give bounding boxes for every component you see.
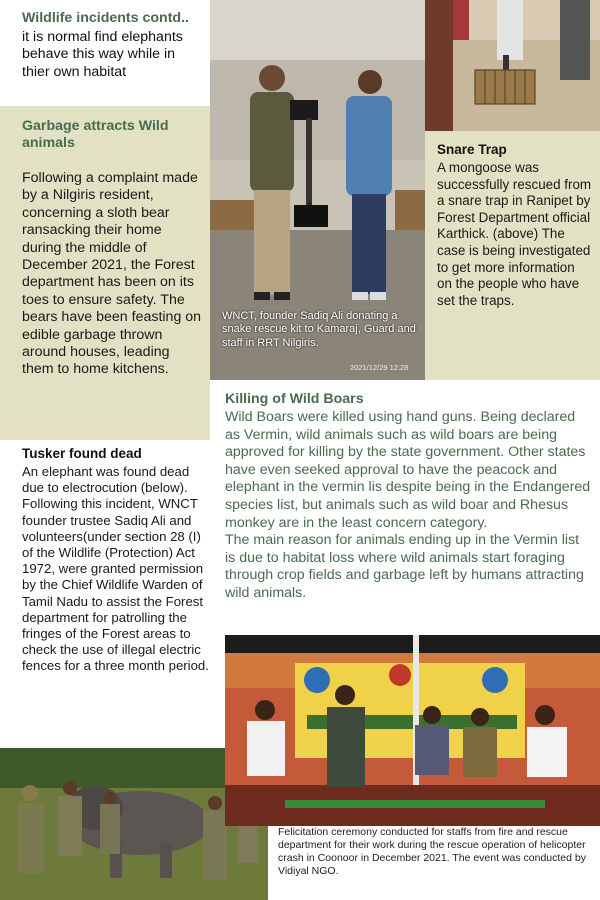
felicitation-photo [225, 635, 600, 826]
garbage-text: Following a complaint made by a Nilgiris resident, concerning a sloth bear ransacking their home during the middle of December 2021, the Forest department has been on its toes to ensure safety. The bears have been feasting on edible garbage thrown around houses, leading them to home kitchens. [22, 170, 202, 378]
wild-boars-text-1: Wild Boars were killed using hand guns. Being declared as Vermin, wild animals such as wild boars are being approved for killing by the state government. Other states have even seeked approval to have the peacock and elephant in the vermin lis despite being in the Endangered species list, but animals such as wild boar and Rhesus monkey are in the least concern category. [225, 409, 591, 531]
garbage-heading: Garbage attracts Wild animals [22, 118, 169, 151]
tusker-heading: Tusker found dead [22, 446, 142, 461]
wildlife-incidents-section [0, 0, 210, 106]
snare-trap-heading: Snare Trap [437, 142, 507, 157]
snare-trap-section [425, 131, 600, 380]
wild-boars-text-2: The main reason for animals ending up in the Vermin list is due to habitat loss where wild animals start foraging through crop fields and garbage left by humans attracting wild animals. [225, 532, 584, 601]
snare-trap-text: A mongoose was successfully rescued from a snare trap in Ranipet by Forest Department official Karthick. (above) The case is being investigated to get more information on the people who have set the traps. [437, 160, 592, 308]
felicitation-caption-box [268, 826, 600, 900]
wild-boars-section [210, 380, 600, 635]
snake-kit-caption: WNCT, founder Sadiq Ali donating a snake rescue kit to Kamaraj, Guard and staff in RRT Nilgiris. [222, 310, 416, 349]
snake-kit-photo [210, 0, 425, 380]
tusker-text: An elephant was found dead due to electrocution (below). Following this incident, WNCT founder trustee Sadiq Ali and volunteers(under section 28 (I) of the Wildlife (Protection) Act 1972, were granted permission by the Chief Wildlife Warden of Tamil Nadu to assist the Forest department for patrolling the fringes of the Forest areas to check the use of illegal electric fences for a three month period. [22, 464, 209, 674]
snare-trap-photo [425, 0, 600, 131]
wildlife-incidents-text: it is normal find elephants behave this way while in thier own habitat [22, 29, 183, 80]
wild-boars-heading: Killing of Wild Boars [225, 391, 364, 407]
felicitation-caption: Felicitation ceremony conducted for staffs from fire and rescue department for their work during the rescue operation of helicopter crash in Coonoor in December 2021. The event was conducted by Vidiyal NGO. [278, 826, 586, 877]
wildlife-incidents-heading: Wildlife incidents contd.. [22, 10, 189, 26]
garbage-section [0, 106, 210, 440]
snake-kit-datestamp: 2021/12/29 12:28 [350, 363, 409, 372]
tusker-section [0, 440, 225, 748]
